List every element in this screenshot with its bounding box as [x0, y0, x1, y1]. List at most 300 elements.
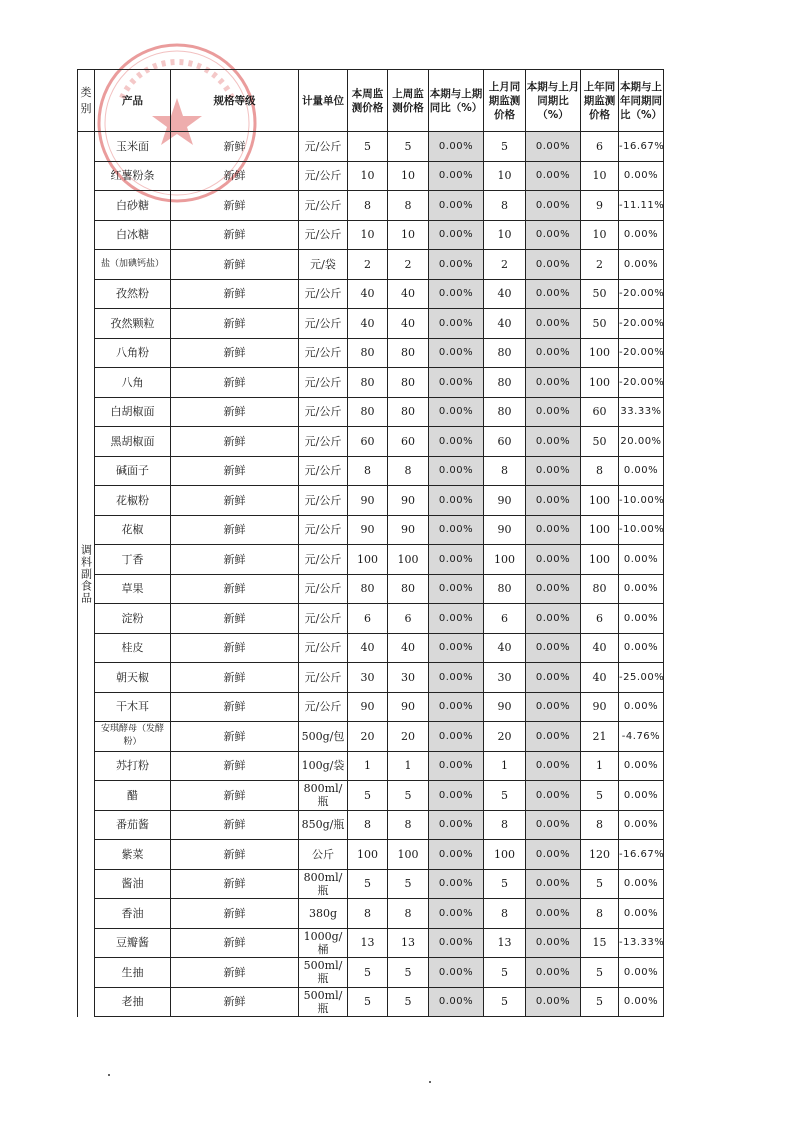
cell-product: 草果	[95, 574, 171, 604]
cell-yoy-change: -20.00%	[619, 279, 664, 309]
cell-spec: 新鲜	[171, 279, 299, 309]
cell-yoy-change: 0.00%	[619, 987, 664, 1017]
header-category: 类别	[78, 70, 95, 132]
cell-yoy-change: 0.00%	[619, 899, 664, 929]
table-row	[78, 132, 664, 162]
cell-product: 白胡椒面	[95, 397, 171, 427]
cell-wow-change: 0.00%	[429, 545, 484, 575]
cell-product: 干木耳	[95, 692, 171, 722]
cell-this-week-price: 10	[348, 161, 388, 191]
cell-last-year-price: 100	[581, 486, 619, 516]
cell-last-year-price: 40	[581, 633, 619, 663]
cell-wow-change: 0.00%	[429, 191, 484, 221]
table-row	[78, 250, 664, 280]
cell-unit: 1000g/桶	[299, 928, 348, 958]
cell-this-week-price: 90	[348, 515, 388, 545]
header-wow: 本期与上期同比（%）	[429, 70, 484, 132]
cell-yoy-change: -11.11%	[619, 191, 664, 221]
cell-last-year-price: 8	[581, 899, 619, 929]
cell-spec: 新鲜	[171, 191, 299, 221]
cell-last-month-price: 8	[484, 899, 526, 929]
cell-last-month-price: 13	[484, 928, 526, 958]
cell-this-week-price: 80	[348, 338, 388, 368]
cell-last-month-price: 8	[484, 191, 526, 221]
cell-yoy-change: 0.00%	[619, 692, 664, 722]
cell-wow-change: 0.00%	[429, 397, 484, 427]
cell-mom-change: 0.00%	[526, 604, 581, 634]
cell-unit: 公斤	[299, 840, 348, 870]
cell-this-week-price: 100	[348, 840, 388, 870]
header-mom: 本期与上月同期比（%）	[526, 70, 581, 132]
cell-product: 朝天椒	[95, 663, 171, 693]
header-product: 产品	[95, 70, 171, 132]
cell-yoy-change: -10.00%	[619, 486, 664, 516]
cell-yoy-change: 0.00%	[619, 869, 664, 899]
table-row	[78, 574, 664, 604]
cell-yoy-change: -13.33%	[619, 928, 664, 958]
cell-this-week-price: 8	[348, 899, 388, 929]
cell-wow-change: 0.00%	[429, 781, 484, 811]
cell-last-month-price: 100	[484, 840, 526, 870]
cell-spec: 新鲜	[171, 397, 299, 427]
cell-last-month-price: 80	[484, 574, 526, 604]
cell-last-year-price: 60	[581, 397, 619, 427]
cell-wow-change: 0.00%	[429, 220, 484, 250]
cell-this-week-price: 13	[348, 928, 388, 958]
cell-last-month-price: 6	[484, 604, 526, 634]
cell-last-week-price: 6	[388, 604, 429, 634]
cell-last-week-price: 8	[388, 191, 429, 221]
cell-last-month-price: 5	[484, 781, 526, 811]
cell-last-week-price: 20	[388, 722, 429, 752]
cell-product: 八角	[95, 368, 171, 398]
cell-yoy-change: 0.00%	[619, 810, 664, 840]
cell-mom-change: 0.00%	[526, 250, 581, 280]
cell-this-week-price: 30	[348, 663, 388, 693]
cell-mom-change: 0.00%	[526, 545, 581, 575]
cell-yoy-change: -20.00%	[619, 309, 664, 339]
cell-last-year-price: 8	[581, 456, 619, 486]
cell-last-month-price: 100	[484, 545, 526, 575]
cell-wow-change: 0.00%	[429, 751, 484, 781]
cell-last-year-price: 6	[581, 604, 619, 634]
cell-unit: 850g/瓶	[299, 810, 348, 840]
cell-this-week-price: 2	[348, 250, 388, 280]
cell-unit: 元/公斤	[299, 132, 348, 162]
cell-wow-change: 0.00%	[429, 279, 484, 309]
cell-mom-change: 0.00%	[526, 692, 581, 722]
cell-unit: 500ml/瓶	[299, 958, 348, 988]
cell-last-year-price: 21	[581, 722, 619, 752]
cell-last-month-price: 1	[484, 751, 526, 781]
cell-last-month-price: 10	[484, 220, 526, 250]
table-header-row	[78, 70, 664, 132]
cell-mom-change: 0.00%	[526, 279, 581, 309]
cell-this-week-price: 20	[348, 722, 388, 752]
cell-this-week-price: 40	[348, 309, 388, 339]
cell-product: 白砂糖	[95, 191, 171, 221]
header-last-year: 上年同期监测价格	[581, 70, 619, 132]
cell-last-week-price: 13	[388, 928, 429, 958]
cell-last-year-price: 120	[581, 840, 619, 870]
table-row	[78, 722, 664, 752]
table-row	[78, 810, 664, 840]
category-label: 调料副食品	[78, 132, 95, 1017]
cell-this-week-price: 8	[348, 456, 388, 486]
cell-yoy-change: 0.00%	[619, 161, 664, 191]
cell-yoy-change: 0.00%	[619, 958, 664, 988]
cell-last-week-price: 5	[388, 781, 429, 811]
cell-this-week-price: 8	[348, 810, 388, 840]
cell-unit: 元/公斤	[299, 692, 348, 722]
cell-wow-change: 0.00%	[429, 250, 484, 280]
header-spec: 规格等级	[171, 70, 299, 132]
cell-this-week-price: 100	[348, 545, 388, 575]
cell-product: 香油	[95, 899, 171, 929]
cell-this-week-price: 80	[348, 368, 388, 398]
cell-unit: 元/公斤	[299, 604, 348, 634]
cell-this-week-price: 90	[348, 692, 388, 722]
cell-mom-change: 0.00%	[526, 663, 581, 693]
table-row	[78, 958, 664, 988]
cell-this-week-price: 5	[348, 781, 388, 811]
cell-last-year-price: 6	[581, 132, 619, 162]
cell-last-year-price: 5	[581, 958, 619, 988]
cell-spec: 新鲜	[171, 633, 299, 663]
cell-product: 丁香	[95, 545, 171, 575]
cell-product: 黑胡椒面	[95, 427, 171, 457]
cell-wow-change: 0.00%	[429, 574, 484, 604]
cell-last-month-price: 8	[484, 456, 526, 486]
cell-yoy-change: -16.67%	[619, 132, 664, 162]
cell-mom-change: 0.00%	[526, 161, 581, 191]
cell-spec: 新鲜	[171, 869, 299, 899]
cell-wow-change: 0.00%	[429, 899, 484, 929]
cell-mom-change: 0.00%	[526, 869, 581, 899]
table-row	[78, 604, 664, 634]
table-row	[78, 161, 664, 191]
cell-this-week-price: 80	[348, 397, 388, 427]
cell-mom-change: 0.00%	[526, 220, 581, 250]
table-row	[78, 427, 664, 457]
header-this-week: 本周监测价格	[348, 70, 388, 132]
cell-product: 白冰糖	[95, 220, 171, 250]
cell-last-year-price: 10	[581, 161, 619, 191]
cell-yoy-change: -20.00%	[619, 338, 664, 368]
cell-mom-change: 0.00%	[526, 574, 581, 604]
cell-spec: 新鲜	[171, 810, 299, 840]
cell-unit: 元/袋	[299, 250, 348, 280]
cell-mom-change: 0.00%	[526, 722, 581, 752]
cell-product: 碱面子	[95, 456, 171, 486]
cell-spec: 新鲜	[171, 515, 299, 545]
cell-unit: 元/公斤	[299, 397, 348, 427]
cell-last-year-price: 50	[581, 279, 619, 309]
table-row	[78, 456, 664, 486]
cell-last-year-price: 5	[581, 869, 619, 899]
cell-yoy-change: -10.00%	[619, 515, 664, 545]
cell-mom-change: 0.00%	[526, 132, 581, 162]
cell-last-month-price: 40	[484, 309, 526, 339]
table-row	[78, 987, 664, 1017]
cell-yoy-change: 0.00%	[619, 751, 664, 781]
cell-product: 孜然粉	[95, 279, 171, 309]
cell-mom-change: 0.00%	[526, 486, 581, 516]
cell-last-year-price: 1	[581, 751, 619, 781]
cell-last-month-price: 20	[484, 722, 526, 752]
cell-yoy-change: -16.67%	[619, 840, 664, 870]
cell-wow-change: 0.00%	[429, 958, 484, 988]
cell-last-week-price: 40	[388, 279, 429, 309]
cell-unit: 元/公斤	[299, 633, 348, 663]
cell-yoy-change: -25.00%	[619, 663, 664, 693]
cell-spec: 新鲜	[171, 899, 299, 929]
cell-mom-change: 0.00%	[526, 781, 581, 811]
cell-wow-change: 0.00%	[429, 722, 484, 752]
cell-yoy-change: 0.00%	[619, 250, 664, 280]
cell-last-month-price: 90	[484, 486, 526, 516]
cell-unit: 元/公斤	[299, 456, 348, 486]
cell-last-week-price: 10	[388, 220, 429, 250]
cell-mom-change: 0.00%	[526, 191, 581, 221]
cell-mom-change: 0.00%	[526, 987, 581, 1017]
cell-last-month-price: 5	[484, 132, 526, 162]
cell-wow-change: 0.00%	[429, 604, 484, 634]
cell-unit: 元/公斤	[299, 574, 348, 604]
table-row	[78, 899, 664, 929]
cell-wow-change: 0.00%	[429, 427, 484, 457]
cell-yoy-change: 0.00%	[619, 545, 664, 575]
table-row	[78, 191, 664, 221]
cell-unit: 500ml/瓶	[299, 987, 348, 1017]
cell-last-year-price: 5	[581, 781, 619, 811]
cell-last-month-price: 5	[484, 987, 526, 1017]
cell-last-month-price: 5	[484, 869, 526, 899]
cell-spec: 新鲜	[171, 781, 299, 811]
cell-spec: 新鲜	[171, 840, 299, 870]
cell-last-year-price: 5	[581, 987, 619, 1017]
cell-last-week-price: 5	[388, 958, 429, 988]
cell-spec: 新鲜	[171, 751, 299, 781]
cell-spec: 新鲜	[171, 928, 299, 958]
cell-spec: 新鲜	[171, 309, 299, 339]
cell-mom-change: 0.00%	[526, 368, 581, 398]
cell-this-week-price: 5	[348, 958, 388, 988]
cell-spec: 新鲜	[171, 427, 299, 457]
cell-last-month-price: 80	[484, 397, 526, 427]
table-row	[78, 663, 664, 693]
cell-this-week-price: 5	[348, 869, 388, 899]
cell-mom-change: 0.00%	[526, 928, 581, 958]
cell-unit: 800ml/瓶	[299, 781, 348, 811]
cell-spec: 新鲜	[171, 161, 299, 191]
cell-spec: 新鲜	[171, 604, 299, 634]
cell-this-week-price: 60	[348, 427, 388, 457]
cell-last-week-price: 90	[388, 486, 429, 516]
cell-product: 八角粉	[95, 338, 171, 368]
cell-this-week-price: 5	[348, 132, 388, 162]
cell-last-week-price: 5	[388, 132, 429, 162]
cell-last-year-price: 80	[581, 574, 619, 604]
cell-mom-change: 0.00%	[526, 899, 581, 929]
cell-yoy-change: 0.00%	[619, 456, 664, 486]
cell-this-week-price: 40	[348, 279, 388, 309]
cell-mom-change: 0.00%	[526, 427, 581, 457]
header-unit: 计量单位	[299, 70, 348, 132]
table-row	[78, 309, 664, 339]
cell-spec: 新鲜	[171, 958, 299, 988]
cell-product: 苏打粉	[95, 751, 171, 781]
cell-product: 花椒粉	[95, 486, 171, 516]
cell-product: 酱油	[95, 869, 171, 899]
cell-mom-change: 0.00%	[526, 397, 581, 427]
cell-unit: 元/公斤	[299, 427, 348, 457]
cell-last-week-price: 5	[388, 987, 429, 1017]
cell-this-week-price: 5	[348, 987, 388, 1017]
cell-last-year-price: 2	[581, 250, 619, 280]
cell-spec: 新鲜	[171, 368, 299, 398]
cell-this-week-price: 8	[348, 191, 388, 221]
scan-speck	[429, 1081, 431, 1083]
cell-last-week-price: 80	[388, 368, 429, 398]
cell-mom-change: 0.00%	[526, 338, 581, 368]
table-row	[78, 692, 664, 722]
price-monitoring-table	[77, 69, 664, 1017]
cell-product: 老抽	[95, 987, 171, 1017]
cell-product: 玉米面	[95, 132, 171, 162]
cell-this-week-price: 10	[348, 220, 388, 250]
cell-last-year-price: 10	[581, 220, 619, 250]
cell-last-week-price: 90	[388, 692, 429, 722]
cell-wow-change: 0.00%	[429, 810, 484, 840]
cell-product: 醋	[95, 781, 171, 811]
cell-last-week-price: 60	[388, 427, 429, 457]
cell-unit: 元/公斤	[299, 515, 348, 545]
cell-spec: 新鲜	[171, 663, 299, 693]
cell-wow-change: 0.00%	[429, 928, 484, 958]
header-last-month: 上月同期监测价格	[484, 70, 526, 132]
cell-spec: 新鲜	[171, 456, 299, 486]
table-row	[78, 840, 664, 870]
table-row	[78, 633, 664, 663]
cell-mom-change: 0.00%	[526, 456, 581, 486]
cell-this-week-price: 6	[348, 604, 388, 634]
cell-spec: 新鲜	[171, 338, 299, 368]
cell-product: 淀粉	[95, 604, 171, 634]
table-row	[78, 545, 664, 575]
cell-wow-change: 0.00%	[429, 309, 484, 339]
cell-this-week-price: 1	[348, 751, 388, 781]
cell-product: 红薯粉条	[95, 161, 171, 191]
cell-last-week-price: 1	[388, 751, 429, 781]
cell-spec: 新鲜	[171, 486, 299, 516]
cell-this-week-price: 80	[348, 574, 388, 604]
cell-product: 番茄酱	[95, 810, 171, 840]
cell-this-week-price: 90	[348, 486, 388, 516]
table-row	[78, 781, 664, 811]
cell-yoy-change: 0.00%	[619, 633, 664, 663]
cell-product: 豆瓣酱	[95, 928, 171, 958]
cell-last-year-price: 9	[581, 191, 619, 221]
cell-last-year-price: 100	[581, 515, 619, 545]
cell-product: 孜然颗粒	[95, 309, 171, 339]
cell-yoy-change: 0.00%	[619, 604, 664, 634]
cell-last-week-price: 30	[388, 663, 429, 693]
cell-last-week-price: 5	[388, 869, 429, 899]
cell-unit: 元/公斤	[299, 191, 348, 221]
table-row	[78, 486, 664, 516]
cell-product: 花椒	[95, 515, 171, 545]
table-row	[78, 368, 664, 398]
cell-last-week-price: 100	[388, 545, 429, 575]
cell-unit: 800ml/瓶	[299, 869, 348, 899]
cell-last-week-price: 8	[388, 456, 429, 486]
cell-last-year-price: 50	[581, 427, 619, 457]
cell-mom-change: 0.00%	[526, 515, 581, 545]
cell-product: 紫菜	[95, 840, 171, 870]
cell-mom-change: 0.00%	[526, 633, 581, 663]
cell-mom-change: 0.00%	[526, 958, 581, 988]
cell-wow-change: 0.00%	[429, 338, 484, 368]
cell-unit: 元/公斤	[299, 220, 348, 250]
table-row	[78, 751, 664, 781]
cell-wow-change: 0.00%	[429, 132, 484, 162]
cell-wow-change: 0.00%	[429, 456, 484, 486]
table-row	[78, 397, 664, 427]
cell-spec: 新鲜	[171, 692, 299, 722]
cell-last-week-price: 8	[388, 810, 429, 840]
cell-yoy-change: 0.00%	[619, 220, 664, 250]
cell-last-month-price: 90	[484, 692, 526, 722]
cell-wow-change: 0.00%	[429, 987, 484, 1017]
cell-wow-change: 0.00%	[429, 869, 484, 899]
cell-yoy-change: 33.33%	[619, 397, 664, 427]
cell-unit: 元/公斤	[299, 279, 348, 309]
cell-mom-change: 0.00%	[526, 309, 581, 339]
cell-wow-change: 0.00%	[429, 368, 484, 398]
cell-unit: 元/公斤	[299, 486, 348, 516]
cell-spec: 新鲜	[171, 574, 299, 604]
cell-last-week-price: 2	[388, 250, 429, 280]
cell-last-month-price: 5	[484, 958, 526, 988]
cell-last-year-price: 8	[581, 810, 619, 840]
cell-mom-change: 0.00%	[526, 810, 581, 840]
cell-last-month-price: 80	[484, 338, 526, 368]
cell-wow-change: 0.00%	[429, 161, 484, 191]
cell-wow-change: 0.00%	[429, 692, 484, 722]
cell-unit: 元/公斤	[299, 338, 348, 368]
cell-last-week-price: 8	[388, 899, 429, 929]
cell-last-year-price: 100	[581, 545, 619, 575]
cell-last-month-price: 90	[484, 515, 526, 545]
cell-last-year-price: 100	[581, 338, 619, 368]
cell-last-month-price: 80	[484, 368, 526, 398]
cell-last-week-price: 40	[388, 309, 429, 339]
cell-last-month-price: 30	[484, 663, 526, 693]
table-row	[78, 928, 664, 958]
cell-last-week-price: 80	[388, 397, 429, 427]
cell-yoy-change: 0.00%	[619, 781, 664, 811]
cell-last-month-price: 2	[484, 250, 526, 280]
cell-yoy-change: -20.00%	[619, 368, 664, 398]
cell-this-week-price: 40	[348, 633, 388, 663]
cell-product: 安琪酵母（发酵粉）	[95, 722, 171, 752]
cell-last-week-price: 80	[388, 574, 429, 604]
cell-unit: 元/公斤	[299, 368, 348, 398]
cell-yoy-change: 0.00%	[619, 574, 664, 604]
cell-last-year-price: 100	[581, 368, 619, 398]
table-row	[78, 515, 664, 545]
